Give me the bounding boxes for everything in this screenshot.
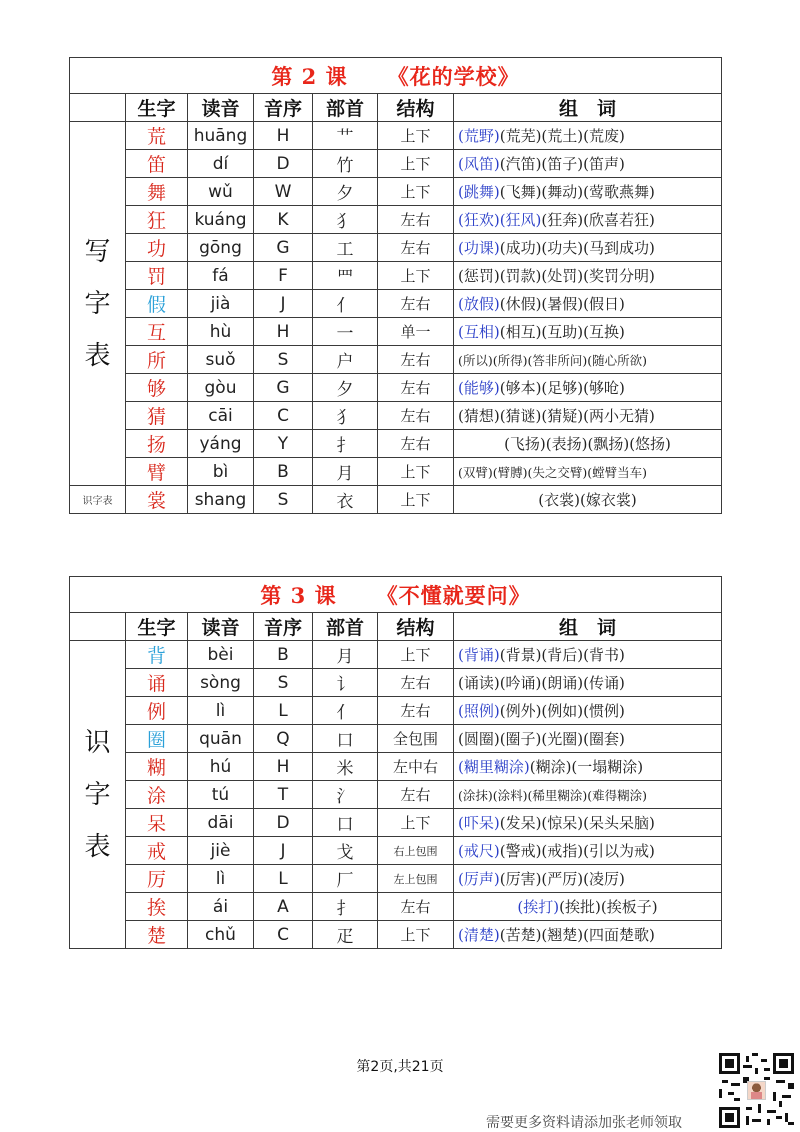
structure-cell: 左右 bbox=[378, 234, 454, 262]
words-cell bbox=[454, 206, 722, 234]
order-cell: S bbox=[254, 669, 313, 697]
table-row bbox=[70, 809, 722, 837]
pinyin-cell: suǒ bbox=[188, 346, 254, 374]
structure-cell: 上下 bbox=[378, 809, 454, 837]
column-header: 生字 bbox=[126, 613, 188, 641]
structure-cell: 上下 bbox=[378, 458, 454, 486]
radical-cell: 戈 bbox=[313, 837, 378, 865]
words-cell bbox=[454, 865, 722, 893]
highlight-words: (能够) bbox=[458, 379, 500, 397]
structure-cell: 右上包围 bbox=[378, 837, 454, 865]
structure-cell: 左上包围 bbox=[378, 865, 454, 893]
character-cell: 笛 bbox=[126, 150, 188, 178]
other-words: (例外)(例如)(惯例) bbox=[499, 702, 625, 720]
structure-cell: 左右 bbox=[378, 893, 454, 921]
radical-cell: 艹 bbox=[313, 122, 378, 150]
other-words: (涂抹)(涂料)(稀里糊涂)(难得糊涂) bbox=[458, 787, 648, 803]
order-cell: C bbox=[254, 921, 313, 949]
highlight-words: (挨打) bbox=[517, 898, 560, 916]
order-cell: H bbox=[254, 318, 313, 346]
structure-cell: 全包围 bbox=[378, 725, 454, 753]
words-cell bbox=[454, 430, 722, 458]
character-cell: 猜 bbox=[126, 402, 188, 430]
structure-cell: 左右 bbox=[378, 206, 454, 234]
pinyin-cell: quān bbox=[188, 725, 254, 753]
table-row bbox=[70, 178, 722, 206]
pinyin-cell: yáng bbox=[188, 430, 254, 458]
words-cell bbox=[454, 458, 722, 486]
order-cell: B bbox=[254, 641, 313, 669]
character-cell: 臂 bbox=[126, 458, 188, 486]
words-cell bbox=[454, 318, 722, 346]
pinyin-cell: jià bbox=[188, 290, 254, 318]
character-cell: 所 bbox=[126, 346, 188, 374]
highlight-words: (糊里糊涂) bbox=[458, 758, 530, 776]
structure-cell: 左右 bbox=[378, 781, 454, 809]
order-cell: G bbox=[254, 374, 313, 402]
order-cell: S bbox=[254, 346, 313, 374]
table-row bbox=[70, 753, 722, 781]
highlight-words: (清楚) bbox=[458, 926, 500, 944]
header-blank bbox=[70, 613, 126, 641]
radical-cell: 竹 bbox=[313, 150, 378, 178]
order-cell: S bbox=[254, 486, 313, 514]
words-cell bbox=[454, 669, 722, 697]
other-words: (双臂)(臂膊)(失之交臂)(螳臂当车) bbox=[458, 464, 648, 480]
table-row bbox=[70, 781, 722, 809]
qr-code-icon bbox=[719, 1053, 794, 1128]
words-cell bbox=[454, 697, 722, 725]
order-cell: H bbox=[254, 753, 313, 781]
pinyin-cell: dāi bbox=[188, 809, 254, 837]
words-cell bbox=[454, 921, 722, 949]
table-row bbox=[70, 206, 722, 234]
radical-cell: 月 bbox=[313, 458, 378, 486]
pinyin-cell: jiè bbox=[188, 837, 254, 865]
other-words: (狂奔)(欣喜若狂) bbox=[541, 211, 655, 229]
structure-cell: 上下 bbox=[378, 921, 454, 949]
words-cell bbox=[454, 290, 722, 318]
character-cell: 挨 bbox=[126, 893, 188, 921]
lesson-name: 《不懂就要问》 bbox=[376, 582, 531, 608]
words-cell bbox=[454, 262, 722, 290]
table-row bbox=[70, 486, 722, 514]
character-cell: 功 bbox=[126, 234, 188, 262]
highlight-words: (厉声) bbox=[458, 870, 500, 888]
other-words: (飞扬)(表扬)(飘扬)(悠扬) bbox=[504, 435, 671, 453]
pinyin-cell: hú bbox=[188, 753, 254, 781]
words-cell bbox=[454, 725, 722, 753]
table-row bbox=[70, 346, 722, 374]
highlight-words: (荒野) bbox=[458, 127, 500, 145]
pinyin-cell: lì bbox=[188, 865, 254, 893]
other-words: (诵读)(吟诵)(朗诵)(传诵) bbox=[458, 674, 625, 692]
character-cell: 例 bbox=[126, 697, 188, 725]
pinyin-cell: sòng bbox=[188, 669, 254, 697]
page-number: 第2页,共21页 bbox=[356, 1059, 444, 1075]
character-cell: 裳 bbox=[126, 486, 188, 514]
structure-cell: 左右 bbox=[378, 346, 454, 374]
table-row bbox=[70, 641, 722, 669]
order-cell: K bbox=[254, 206, 313, 234]
character-cell: 扬 bbox=[126, 430, 188, 458]
character-cell: 戒 bbox=[126, 837, 188, 865]
order-cell: D bbox=[254, 150, 313, 178]
character-cell: 互 bbox=[126, 318, 188, 346]
column-header: 组 词 bbox=[454, 94, 722, 122]
order-cell: Q bbox=[254, 725, 313, 753]
table-row bbox=[70, 122, 722, 150]
radical-cell: 厂 bbox=[313, 865, 378, 893]
radical-cell: 口 bbox=[313, 725, 378, 753]
column-header: 部首 bbox=[313, 613, 378, 641]
other-words: (背景)(背后)(背书) bbox=[499, 646, 625, 664]
words-cell bbox=[454, 402, 722, 430]
table-row bbox=[70, 697, 722, 725]
order-cell: L bbox=[254, 697, 313, 725]
highlight-words: (功课) bbox=[458, 239, 500, 257]
structure-cell: 上下 bbox=[378, 122, 454, 150]
radical-cell: 口 bbox=[313, 809, 378, 837]
words-cell bbox=[454, 346, 722, 374]
radical-cell: 亻 bbox=[313, 697, 378, 725]
radical-cell: 扌 bbox=[313, 430, 378, 458]
lesson-title bbox=[70, 58, 722, 94]
column-header: 结构 bbox=[378, 94, 454, 122]
words-cell bbox=[454, 374, 722, 402]
pinyin-cell: gòu bbox=[188, 374, 254, 402]
table-row bbox=[70, 669, 722, 697]
extra-group-label: 识字表 bbox=[70, 486, 126, 514]
structure-cell: 上下 bbox=[378, 150, 454, 178]
order-cell: B bbox=[254, 458, 313, 486]
order-cell: T bbox=[254, 781, 313, 809]
highlight-words: (风笛) bbox=[458, 155, 500, 173]
table-row bbox=[70, 318, 722, 346]
pinyin-cell: lì bbox=[188, 697, 254, 725]
table-row bbox=[70, 234, 722, 262]
highlight-words: (吓呆) bbox=[458, 814, 500, 832]
other-words: (猜想)(猜谜)(猜疑)(两小无猜) bbox=[458, 407, 655, 425]
pinyin-cell: dí bbox=[188, 150, 254, 178]
pinyin-cell: shang bbox=[188, 486, 254, 514]
order-cell: C bbox=[254, 402, 313, 430]
order-cell: G bbox=[254, 234, 313, 262]
character-cell: 楚 bbox=[126, 921, 188, 949]
radical-cell: 亻 bbox=[313, 290, 378, 318]
structure-cell: 上下 bbox=[378, 262, 454, 290]
order-cell: H bbox=[254, 122, 313, 150]
header-blank bbox=[70, 94, 126, 122]
lesson-table-2 bbox=[69, 57, 722, 514]
character-cell: 罚 bbox=[126, 262, 188, 290]
words-cell bbox=[454, 641, 722, 669]
order-cell: J bbox=[254, 837, 313, 865]
group-label: 识 字 表 bbox=[70, 641, 126, 949]
radical-cell: 疋 bbox=[313, 921, 378, 949]
column-header: 读音 bbox=[188, 94, 254, 122]
order-cell: Y bbox=[254, 430, 313, 458]
highlight-words: (戒尺) bbox=[458, 842, 500, 860]
structure-cell: 左中右 bbox=[378, 753, 454, 781]
other-words: (糊涂)(一塌糊涂) bbox=[529, 758, 644, 776]
words-cell bbox=[454, 234, 722, 262]
radical-cell: 犭 bbox=[313, 206, 378, 234]
table-row bbox=[70, 402, 722, 430]
structure-cell: 上下 bbox=[378, 641, 454, 669]
structure-cell: 单一 bbox=[378, 318, 454, 346]
character-cell: 诵 bbox=[126, 669, 188, 697]
order-cell: D bbox=[254, 809, 313, 837]
other-words: (挨批)(挨板子) bbox=[559, 898, 658, 916]
pinyin-cell: bèi bbox=[188, 641, 254, 669]
character-cell: 厉 bbox=[126, 865, 188, 893]
words-cell bbox=[454, 781, 722, 809]
table-row bbox=[70, 458, 722, 486]
words-cell bbox=[454, 122, 722, 150]
pinyin-cell: hù bbox=[188, 318, 254, 346]
column-header: 组 词 bbox=[454, 613, 722, 641]
pinyin-cell: chǔ bbox=[188, 921, 254, 949]
other-words: (飞舞)(舞动)(莺歌燕舞) bbox=[499, 183, 655, 201]
lesson-name: 《花的学校》 bbox=[387, 63, 520, 89]
table-row bbox=[70, 374, 722, 402]
order-cell: A bbox=[254, 893, 313, 921]
other-words: (衣裳)(嫁衣裳) bbox=[538, 491, 637, 509]
order-cell: J bbox=[254, 290, 313, 318]
lesson-number: 第 3 课 bbox=[260, 582, 337, 608]
structure-cell: 上下 bbox=[378, 486, 454, 514]
order-cell: L bbox=[254, 865, 313, 893]
radical-cell: 米 bbox=[313, 753, 378, 781]
table-row bbox=[70, 725, 722, 753]
character-cell: 涂 bbox=[126, 781, 188, 809]
table-row bbox=[70, 837, 722, 865]
words-cell bbox=[454, 809, 722, 837]
other-words: (苦楚)(翘楚)(四面楚歌) bbox=[499, 926, 655, 944]
radical-cell: 犭 bbox=[313, 402, 378, 430]
other-words: (汽笛)(笛子)(笛声) bbox=[499, 155, 625, 173]
highlight-words: (背诵) bbox=[458, 646, 500, 664]
character-cell: 圈 bbox=[126, 725, 188, 753]
radical-cell: 罒 bbox=[313, 262, 378, 290]
other-words: (惩罚)(罚款)(处罚)(奖罚分明) bbox=[458, 267, 655, 285]
other-words: (相互)(互助)(互换) bbox=[499, 323, 625, 341]
table-row bbox=[70, 150, 722, 178]
words-cell bbox=[454, 837, 722, 865]
other-words: (荒芜)(荒土)(荒废) bbox=[499, 127, 625, 145]
character-cell: 糊 bbox=[126, 753, 188, 781]
order-cell: F bbox=[254, 262, 313, 290]
pinyin-cell: kuáng bbox=[188, 206, 254, 234]
table-row bbox=[70, 262, 722, 290]
character-cell: 假 bbox=[126, 290, 188, 318]
other-words: (成功)(功夫)(马到成功) bbox=[499, 239, 655, 257]
radical-cell: 衣 bbox=[313, 486, 378, 514]
pinyin-cell: tú bbox=[188, 781, 254, 809]
other-words: (警戒)(戒指)(引以为戒) bbox=[499, 842, 655, 860]
other-words: (所以)(所得)(答非所问)(随心所欲) bbox=[458, 352, 648, 368]
pinyin-cell: gōng bbox=[188, 234, 254, 262]
radical-cell: 工 bbox=[313, 234, 378, 262]
highlight-words: (照例) bbox=[458, 702, 500, 720]
column-header: 结构 bbox=[378, 613, 454, 641]
lesson-number: 第 2 课 bbox=[271, 63, 348, 89]
words-cell bbox=[454, 178, 722, 206]
pinyin-cell: ái bbox=[188, 893, 254, 921]
structure-cell: 左右 bbox=[378, 290, 454, 318]
other-words: (厉害)(严厉)(凌厉) bbox=[499, 870, 625, 888]
structure-cell: 左右 bbox=[378, 374, 454, 402]
order-cell: W bbox=[254, 178, 313, 206]
structure-cell: 左右 bbox=[378, 430, 454, 458]
highlight-words: (互相) bbox=[458, 323, 500, 341]
pinyin-cell: bì bbox=[188, 458, 254, 486]
other-words: (休假)(暑假)(假日) bbox=[499, 295, 625, 313]
column-header: 读音 bbox=[188, 613, 254, 641]
table-row bbox=[70, 430, 722, 458]
character-cell: 荒 bbox=[126, 122, 188, 150]
structure-cell: 上下 bbox=[378, 178, 454, 206]
column-header: 音序 bbox=[254, 613, 313, 641]
column-header: 部首 bbox=[313, 94, 378, 122]
pinyin-cell: wǔ bbox=[188, 178, 254, 206]
words-cell bbox=[454, 486, 722, 514]
character-cell: 够 bbox=[126, 374, 188, 402]
radical-cell: 讠 bbox=[313, 669, 378, 697]
other-words: (够本)(足够)(够呛) bbox=[499, 379, 625, 397]
other-words: (发呆)(惊呆)(呆头呆脑) bbox=[499, 814, 655, 832]
highlight-words: (放假) bbox=[458, 295, 500, 313]
lesson-table-3 bbox=[69, 576, 722, 949]
character-cell: 狂 bbox=[126, 206, 188, 234]
highlight-words: (跳舞) bbox=[458, 183, 500, 201]
radical-cell: 氵 bbox=[313, 781, 378, 809]
radical-cell: 扌 bbox=[313, 893, 378, 921]
pinyin-cell: cāi bbox=[188, 402, 254, 430]
radical-cell: 户 bbox=[313, 346, 378, 374]
structure-cell: 左右 bbox=[378, 402, 454, 430]
pinyin-cell: huāng bbox=[188, 122, 254, 150]
radical-cell: 夕 bbox=[313, 374, 378, 402]
highlight-words: (狂欢)(狂风) bbox=[458, 211, 542, 229]
character-cell: 舞 bbox=[126, 178, 188, 206]
group-label: 写 字 表 bbox=[70, 122, 126, 486]
table-row bbox=[70, 893, 722, 921]
table-row bbox=[70, 921, 722, 949]
other-words: (圆圈)(圈子)(光圈)(圈套) bbox=[458, 730, 625, 748]
column-header: 音序 bbox=[254, 94, 313, 122]
contact-note: 需要更多资料请添加张老师领取 bbox=[486, 1115, 682, 1131]
table-row bbox=[70, 865, 722, 893]
structure-cell: 左右 bbox=[378, 697, 454, 725]
character-cell: 背 bbox=[126, 641, 188, 669]
radical-cell: 月 bbox=[313, 641, 378, 669]
pinyin-cell: fá bbox=[188, 262, 254, 290]
column-header: 生字 bbox=[126, 94, 188, 122]
structure-cell: 左右 bbox=[378, 669, 454, 697]
words-cell bbox=[454, 893, 722, 921]
words-cell bbox=[454, 150, 722, 178]
radical-cell: 夕 bbox=[313, 178, 378, 206]
radical-cell: 一 bbox=[313, 318, 378, 346]
table-row bbox=[70, 290, 722, 318]
words-cell bbox=[454, 753, 722, 781]
lesson-title bbox=[70, 577, 722, 613]
character-cell: 呆 bbox=[126, 809, 188, 837]
